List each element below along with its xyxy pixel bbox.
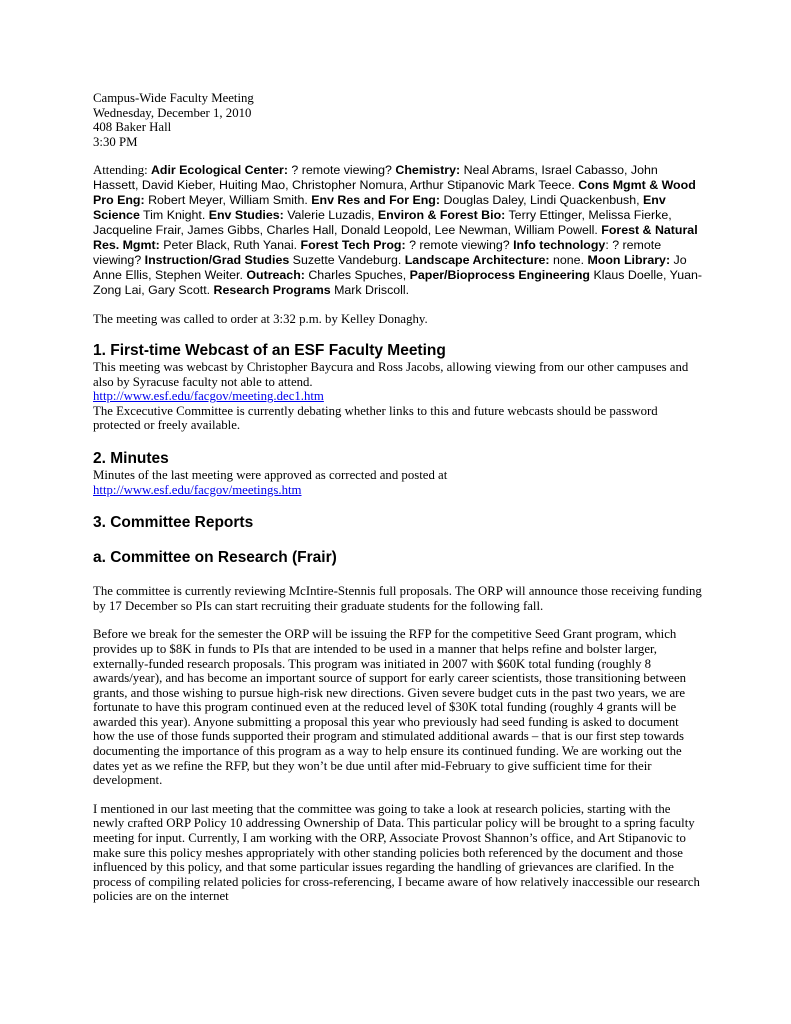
dept-attendees: ? remote viewing? [287,163,396,178]
dept-name: Info technology [513,238,606,253]
dept-attendees: none. [549,253,588,268]
dept-attendees: Jo Anne Ellis, Stephen Weiter. [93,253,687,283]
dept-name: Chemistry: [395,163,461,178]
dept-attendees: Suzette Vandeburg. [289,253,405,268]
dept-name: Cons Mgmt & Wood Pro Eng: [93,178,696,208]
section-webcast [93,342,703,433]
dept-name: Paper/Bioprocess Engineering [409,268,590,283]
dept-attendees: Neal Abrams, Israel Cabasso, John Hassett, David Kieber, Huiting Mao, Christopher Nomura, Arthur Stipanovic Mark Teece. [93,163,658,193]
dept-name: Moon Library: [587,253,671,268]
dept-attendees: Valerie Luzadis, [283,208,378,223]
section-heading: 1. First-time Webcast of an ESF Faculty Meeting [93,341,446,359]
section-minutes [93,450,703,497]
section-heading: 3. Committee Reports [93,514,254,532]
dept-attendees: Robert Meyer, William Smith. [144,193,312,208]
section-text: This meeting was webcast by Christopher Baycura and Ross Jacobs, allowing viewing from our other campuses and also by Syracuse faculty not able to attend. [93,359,689,389]
dept-name: Landscape Architecture: [404,253,550,268]
dept-name: Adir Ecological Center: [150,163,288,178]
dept-attendees: Peter Black, Ruth Yanai. [159,238,301,253]
document-page [93,91,703,904]
dept-attendees: ? remote viewing? [405,238,514,253]
report-paragraph: I mentioned in our last meeting that the committee was going to take a look at research policies, starting with the newly crafted ORP Policy 10 addressing Ownership of Data. This particular policy will be brought to a spring faculty meeting for input. Currently, I am working with the ORP, Associate Provost Shannon’s office, and Art Stipanovic to make sure this policy meshes appropriately with other standing policies both referenced by the document and those influenced by this policy, and that some particular issues regarding the handling of grievances are clarified. In the process of compiling related policies for cross-referencing, I became aware of how relatively inaccessible our research policies are on the internet [93,801,700,904]
dept-attendees: Terry Ettinger, Melissa Fierke, Jacqueline Frair, James Gibbs, Charles Hall, Donald Leopold, Lee Newman, William Powell. [93,208,672,238]
report-paragraph: Before we break for the semester the ORP will be issuing the RFP for the competitive Seed Grant program, which provides up to $8K in funds to PIs that are intended to be used in a manner that helps refine and bolster larger, externally-funded research proposals. This program was initiated in 2007 with $60K total funding (roughly 8 awards/year), and has become an important source of support for early career scientists, those transitioning between grants, and those wishing to pursue high-risk new directions. Given severe budget cuts in the past two years, we are fortunate to have this program continued even at the reduced level of $30K total funding (roughly 4 grants will be awarded this year). Anyone submitting a proposal this year who previously had seed funding is asked to document how the use of those funds supported their program and stimulated additional awards – that is our first step towards documenting the importance of this program as a way to help ensure its continued funding. We are working out the dates yet as we refine the RFP, but they won’t be due until after mid-February to give sufficient time for their development. [93,627,687,788]
meeting-time: 3:30 PM [93,134,138,149]
meeting-location: 408 Baker Hall [93,120,172,135]
attendance-list [93,163,703,298]
dept-name: Env Res and For Eng: [311,193,441,208]
meeting-header [93,91,703,149]
dept-name: Research Programs [213,283,331,298]
call-to-order: The meeting was called to order at 3:32 p.m. by Kelley Donaghy. [93,312,428,327]
dept-attendees: Tim Knight. [139,208,209,223]
dept-attendees: Douglas Daley, Lindi Quackenbush, [440,193,643,208]
dept-attendees: Charles Spuches, [304,268,410,283]
meeting-title: Campus-Wide Faculty Meeting [93,91,254,105]
section-committee-reports [93,514,703,904]
dept-attendees: Klaus Doelle, Yuan-Zong Lai, Gary Scott. [93,268,703,298]
minutes-link[interactable]: http://www.esf.edu/facgov/meetings.htm [93,482,302,497]
dept-name: Forest Tech Prog: [300,238,406,253]
webcast-link[interactable]: http://www.esf.edu/facgov/meeting.dec1.htm [93,389,324,404]
dept-name: Instruction/Grad Studies [144,253,290,268]
dept-name: Env Studies: [208,208,284,223]
section-text: The Excecutive Committee is currently debating whether links to this and future webcasts should be password protected or freely available. [93,403,658,433]
attending-label: Attending: [93,163,151,178]
dept-attendees: : ? remote viewing? [93,238,662,268]
meeting-date: Wednesday, December 1, 2010 [93,105,252,120]
subsection-heading: a. Committee on Research (Frair) [93,549,337,567]
dept-attendees: Mark Driscoll. [330,283,410,298]
section-text: Minutes of the last meeting were approved as corrected and posted at [93,467,448,482]
section-heading: 2. Minutes [93,449,169,467]
dept-name: Forest & Natural Res. Mgmt: [93,223,698,253]
report-paragraph: The committee is currently reviewing McIntire-Stennis full proposals. The ORP will announce those receiving funding by 17 December so PIs can start recruiting their graduate students for the following fall. [93,584,702,613]
dept-name: Outreach: [246,268,305,283]
dept-name: Env Science [93,193,666,223]
dept-name: Environ & Forest Bio: [377,208,506,223]
